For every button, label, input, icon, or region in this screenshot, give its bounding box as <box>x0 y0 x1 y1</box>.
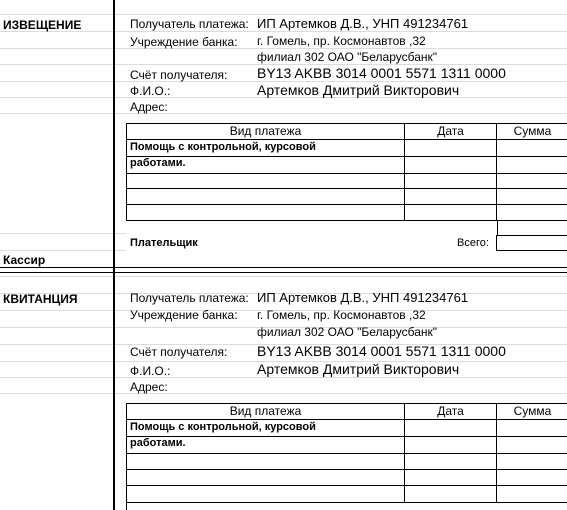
notice-title: ИЗВЕЩЕНИЕ <box>3 18 82 32</box>
bank-value-line2: филиал 302 ОАО "Беларусбанк" <box>257 325 438 339</box>
table-row <box>497 486 567 503</box>
table-row <box>127 454 405 470</box>
bank-label: Учреждение банка: <box>130 35 238 49</box>
bank-value-line2: филиал 302 ОАО "Беларусбанк" <box>257 50 438 64</box>
table-row <box>497 437 567 454</box>
table-row <box>497 454 567 470</box>
table-row <box>405 437 497 454</box>
account-value: BY13 AKBB 3014 0001 5571 1311 0000 <box>257 65 506 81</box>
fio-label: Ф.И.О.: <box>130 84 171 98</box>
payment-text-line2: работами. <box>130 157 186 169</box>
bank-value-line1: г. Гомель, пр. Космонавтов ,32 <box>257 308 426 322</box>
recipient-label: Получатель платежа: <box>130 17 249 31</box>
cashier-label: Кассир <box>3 253 46 267</box>
recipient-value: ИП Артемков Д.В., УНП 491234761 <box>257 16 469 31</box>
col-sum-header: Сумма <box>497 404 567 420</box>
table-row <box>405 420 497 437</box>
address-label: Адрес: <box>130 100 168 114</box>
col-date-header: Дата <box>405 404 497 420</box>
table-row <box>497 420 567 437</box>
account-label: Счёт получателя: <box>130 68 228 82</box>
payment-text-line1: Помощь с контрольной, курсовой <box>130 141 316 153</box>
account-label: Счёт получателя: <box>130 345 228 359</box>
table-row <box>405 486 497 503</box>
col-sum-header: Сумма <box>497 124 567 140</box>
fio-label: Ф.И.О.: <box>130 364 171 378</box>
receipt-title: КВИТАНЦИЯ <box>3 292 78 306</box>
col-type-header: Вид платежа <box>127 124 405 140</box>
bank-value-line1: г. Гомель, пр. Космонавтов ,32 <box>257 34 426 48</box>
address-label: Адрес: <box>130 380 168 394</box>
fio-value: Артемков Дмитрий Викторович <box>257 82 460 98</box>
col-type-header: Вид платежа <box>127 404 405 420</box>
recipient-value: ИП Артемков Д.В., УНП 491234761 <box>257 290 469 305</box>
bank-label: Учреждение банка: <box>130 308 238 322</box>
account-value: BY13 AKBB 3014 0001 5571 1311 0000 <box>257 343 506 359</box>
payment-table <box>126 403 567 510</box>
payment-text-line1: Помощь с контрольной, курсовой <box>130 421 316 433</box>
total-label: Всего: <box>457 237 489 249</box>
table-row <box>497 470 567 486</box>
payment-text-line2: работами. <box>130 437 186 449</box>
fio-value: Артемков Дмитрий Викторович <box>257 361 460 377</box>
table-row <box>405 470 497 486</box>
table-row <box>127 486 405 503</box>
table-row <box>405 454 497 470</box>
col-date-header: Дата <box>405 124 497 140</box>
recipient-label: Получатель платежа: <box>130 291 249 305</box>
table-row <box>127 470 405 486</box>
payer-label: Плательщик <box>130 237 198 249</box>
